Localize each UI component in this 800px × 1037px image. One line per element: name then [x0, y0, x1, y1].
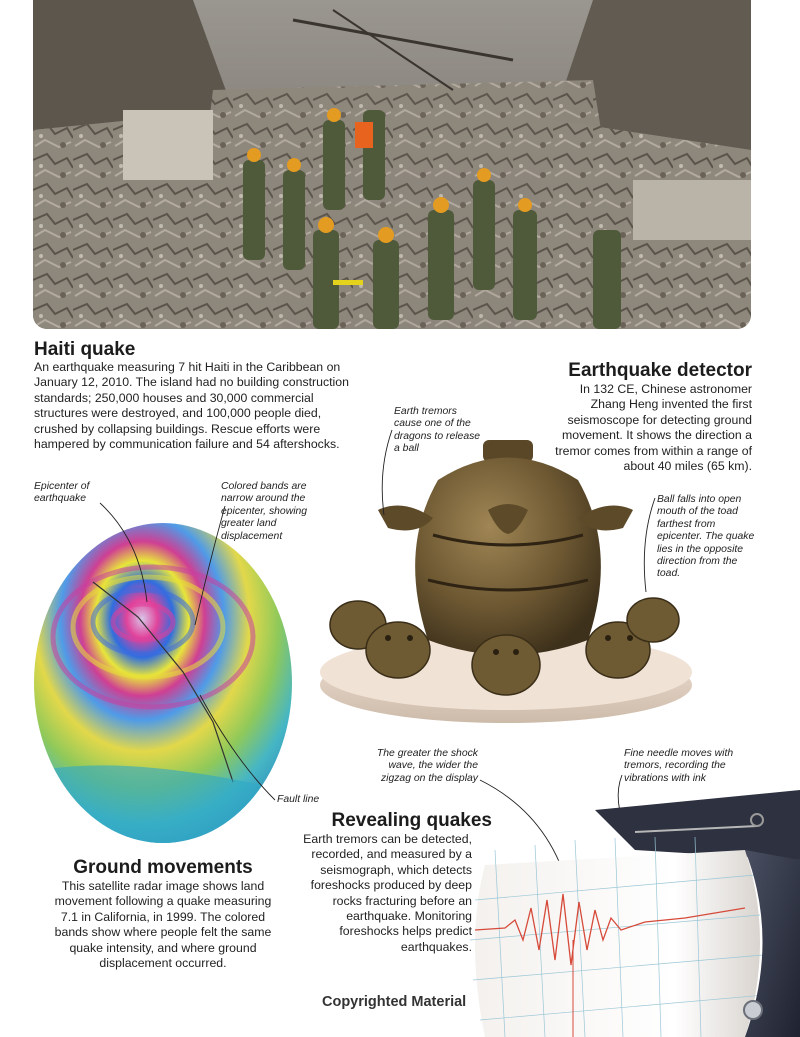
satellite-radar-image: [33, 522, 293, 844]
seismoscope-image: [318, 440, 696, 725]
ground-body: This satellite radar image shows land movement following a quake measuring 7.1 in California, in 1999. The colored bands show where people felt the same quake intensity, and where ground displacement occurred.: [54, 879, 272, 971]
shock-annotation: The greater the shock wave, the wider the zigzag on the display: [376, 748, 478, 784]
haiti-title: Haiti quake: [34, 339, 136, 360]
seismograph-image: [445, 790, 800, 1037]
fault-annotation: Fault line: [277, 794, 320, 805]
ground-title: Ground movements: [73, 857, 253, 878]
detector-title: Earthquake detector: [568, 360, 752, 381]
revealing-title: Revealing quakes: [331, 810, 492, 831]
epicenter-annotation: Epicenter of earthquake: [34, 481, 90, 505]
bands-annotation: Colored bands are narrow around the epicenter, showing greater land displacement: [221, 481, 308, 542]
revealing-body: Earth tremors can be detected, recorded, and measured by a seismograph, which detects foreshocks produced by deep rocks fracturing before an earthquake. Monitoring foreshocks helps predict earthquakes.: [303, 832, 472, 954]
haiti-rescue-photo: [33, 0, 751, 329]
needle-annotation: Fine needle moves with tremors, recording the vibrations with ink: [624, 748, 734, 784]
tremors-annotation: Earth tremors cause one of the dragons to release a ball: [394, 406, 481, 455]
copyright-watermark: Copyrighted Material: [322, 994, 467, 1010]
ball-annotation: Ball falls into open mouth of the toad farthest from epicenter. The quake lies in the opposite direction from the toad.: [657, 494, 755, 580]
haiti-body: An earthquake measuring 7 hit Haiti in the Caribbean on January 12, 2010. The island had no building construction standards; 250,000 houses and 30,000 commercial structures were destroyed, and 100,000 people died, crushed by collapsing buildings. Rescue efforts were hampered by communication failure and 54 aftershocks.: [34, 360, 349, 452]
detector-body: In 132 CE, Chinese astronomer Zhang Heng invented the first seismoscope for detecting ground movement. It shows the direction a tremor comes from within a range of about 40 miles (65 km).: [555, 382, 752, 474]
